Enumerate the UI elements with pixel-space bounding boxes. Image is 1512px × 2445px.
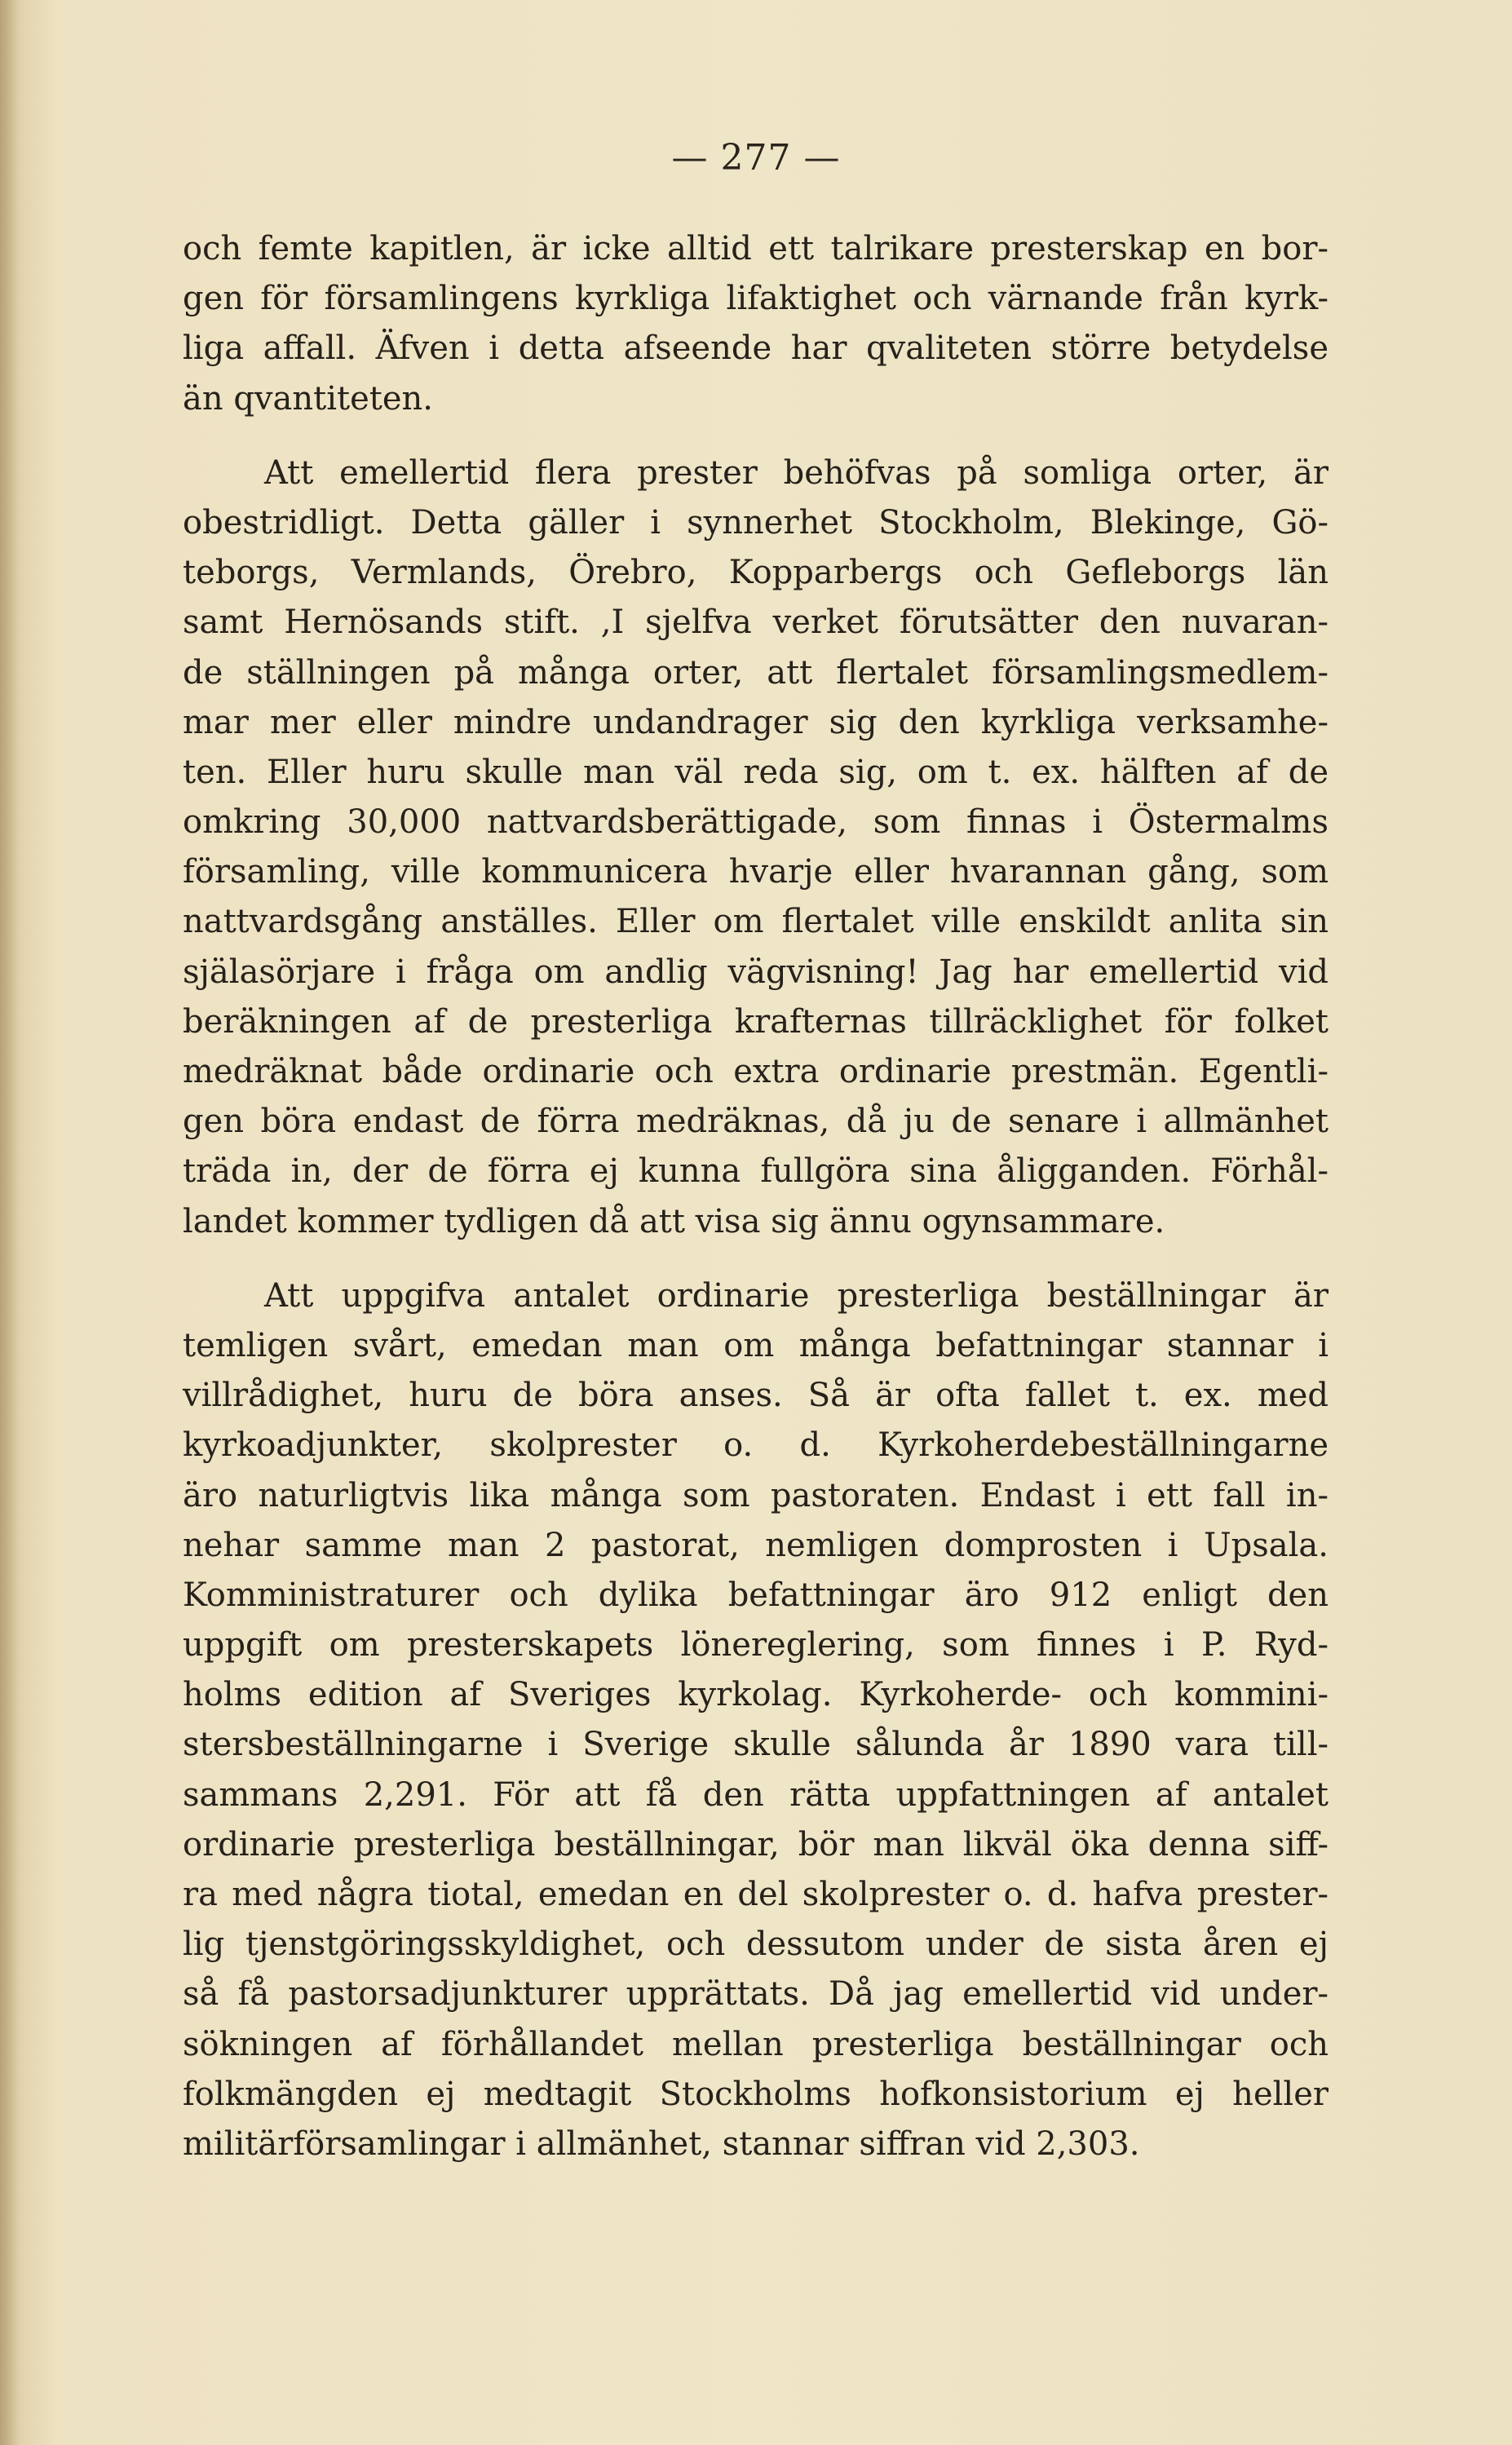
text-line: nehar samme man 2 pastorat, nemligen domprosten i Upsala. [183,1526,1329,1564]
text-line: stersbeställningarne i Sverige skulle sålunda år 1890 vara till- [183,1726,1329,1764]
text-line: än qvantiteten. [183,379,433,418]
text-line: sammans 2,291. För att få den rätta uppfattningen af antalet [183,1775,1329,1814]
text-line: nattvardsgång anställes. Eller om flertalet ville enskildt anlita sin [183,903,1329,941]
text-line: äro naturligtvis lika många som pastoraten. Endast i ett fall in- [183,1476,1329,1514]
text-line: samt Hernösands stift. ,I sjelfva verket förutsätter den nuvaran- [183,604,1329,642]
text-line: beräkningen af de presterliga krafternas tillräcklighet för folket [183,1002,1329,1041]
text-line: de ställningen på många orter, att flertalet församlingsmedlem- [183,653,1329,692]
text-line: liga affall. Äfven i detta afseende har qvaliteten större betydelse [183,329,1329,368]
text-line: Komministraturer och dylika befattningar äro 912 enligt den [183,1576,1329,1614]
text-line: uppgift om presterskapets lönereglering, som finnes i P. Ryd- [183,1626,1329,1665]
text-line: villrådighet, huru de böra anses. Så är ofta fallet t. ex. med [183,1377,1329,1415]
text-line: träda in, der de förra ej kunna fullgöra sina åligganden. Förhål- [183,1152,1329,1191]
text-line: Att emellertid flera prester behöfvas på somliga orter, är [264,453,1329,492]
text-line: gen för församlingens kyrkliga lifaktighet och värnande från kyrk- [183,280,1329,318]
text-line: Att uppgifva antalet ordinarie presterliga beställningar är [264,1276,1329,1315]
text-line: medräknat både ordinarie och extra ordinarie prestmän. Egentli- [183,1053,1329,1090]
text-line: teborgs, Vermlands, Örebro, Kopparbergs och Gefleborgs län [183,554,1329,592]
text-line: gen böra endast de förra medräknas, då ju de senare i allmänhet [183,1103,1329,1141]
text-line: omkring 30,000 nattvardsberättigade, som finnas i Östermalms [183,803,1329,842]
text-line: holms edition af Sveriges kyrkolag. Kyrkoherde- och kommini- [183,1676,1329,1714]
text-line: kyrkoadjunkter, skolprester o. d. Kyrkoherdebeställningarne [183,1426,1329,1465]
text-line: temligen svårt, emedan man om många befattningar stannar i [183,1326,1329,1364]
text-line: mar mer eller mindre undandrager sig den kyrkliga verksamhe- [183,703,1329,741]
text-line: folkmängden ej medtagit Stockholms hofkonsistorium ej heller [183,2075,1329,2113]
text-line: ten. Eller huru skulle man väl reda sig, om t. ex. hälften af de [183,753,1329,791]
text-line: själasörjare i fråga om andlig vägvisning! Jag har emellertid vid [183,953,1329,991]
text-line: ordinarie presterliga beställningar, bör man likväl öka denna siff- [183,1825,1329,1864]
text-line: ra med några tiotal, emedan en del skolprester o. d. hafva prester- [183,1876,1329,1913]
text-line: militärförsamlingar i allmänhet, stannar siffran vid 2,303. [183,2124,1140,2163]
text-line: så få pastorsadjunkturer upprättats. Då jag emellertid vid under- [183,1975,1329,2014]
text-line: och femte kapitlen, är icke alltid ett talrikare presterskap en bor- [183,230,1329,267]
text-line: landet kommer tydligen då att visa sig ännu ogynsammare. [183,1202,1165,1240]
paragraph-gap [183,1247,1329,1271]
text-line: obestridligt. Detta gäller i synnerhet Stockholm, Blekinge, Gö- [183,503,1329,542]
page-number: — 277 — [671,137,841,179]
text-line: församling, ville kommunicera hvarje eller hvarannan gång, som [183,853,1329,891]
body-text [183,224,1329,2169]
paragraph-gap [183,424,1329,449]
text-line: sökningen af förhållandet mellan presterliga beställningar och [183,2025,1329,2063]
text-line: lig tjenstgöringsskyldighet, och dessutom under de sista åren ej [183,1925,1329,1964]
